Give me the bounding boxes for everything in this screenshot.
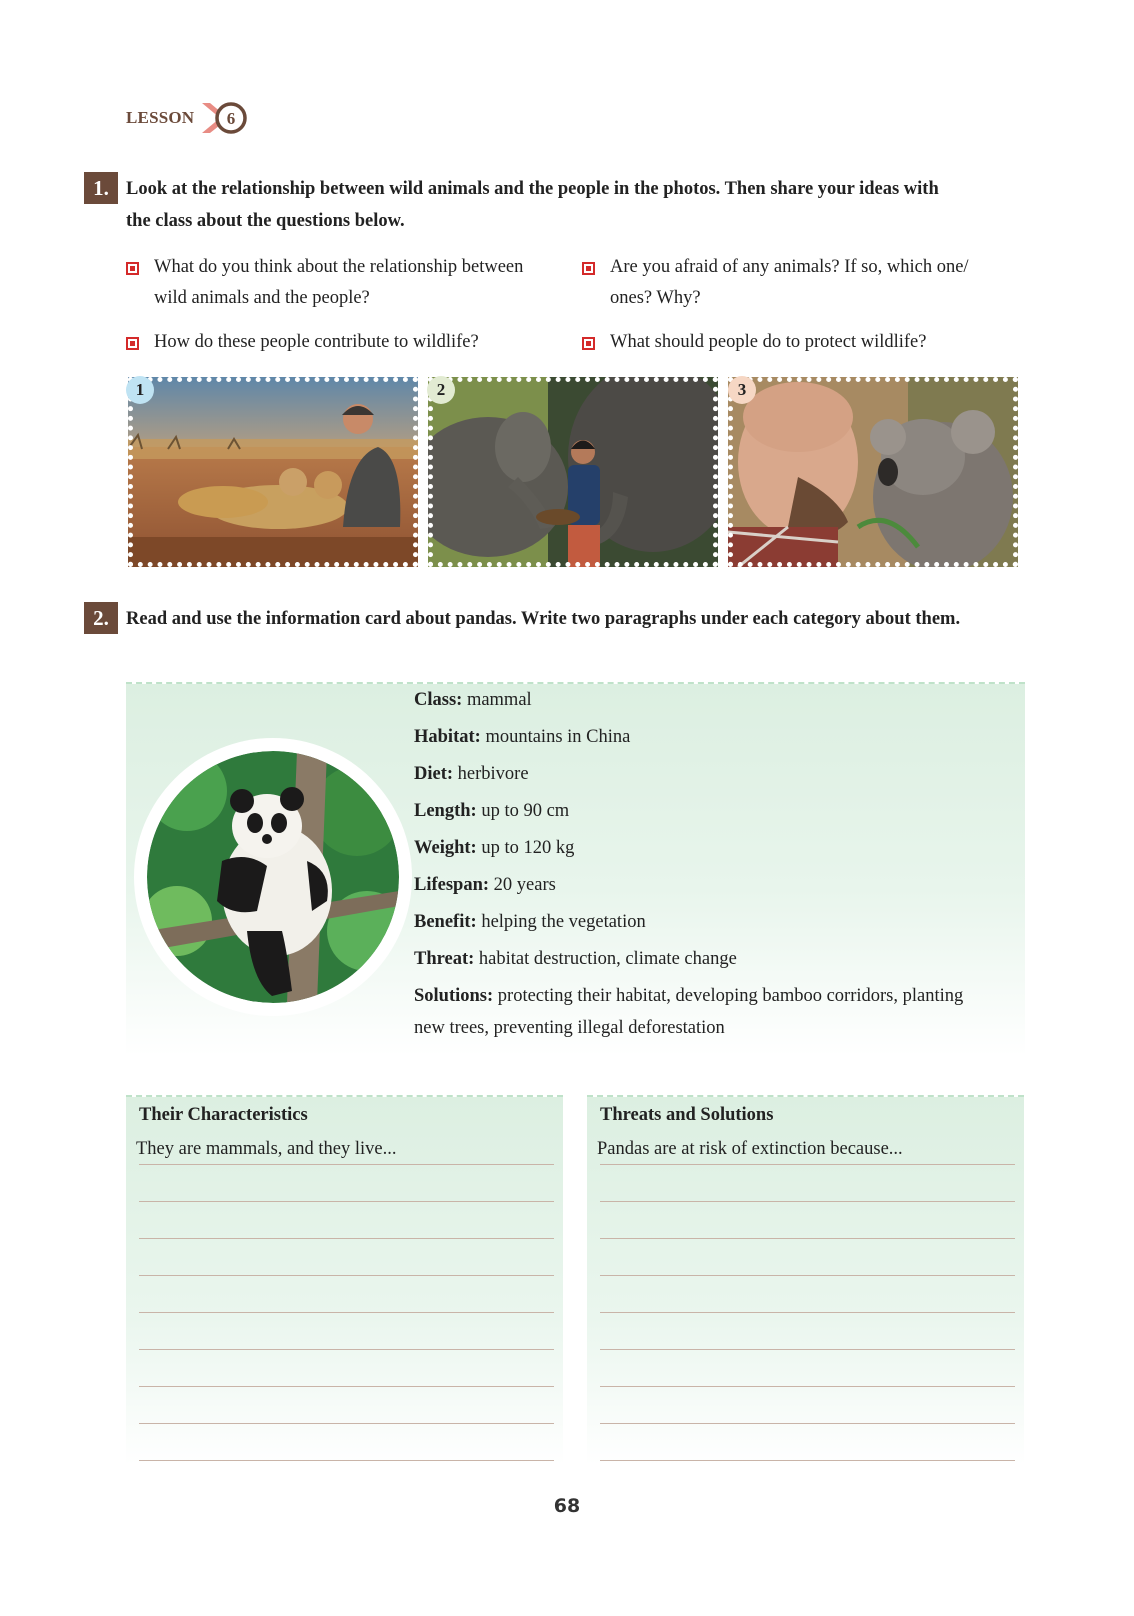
writing-line[interactable] bbox=[139, 1460, 554, 1461]
fact-solutions: Solutions: protecting their habitat, developing bamboo corridors, planting bbox=[414, 986, 964, 1006]
question-1-line2: wild animals and the people? bbox=[154, 288, 370, 308]
bullet-icon bbox=[582, 262, 595, 275]
photo-frame bbox=[128, 377, 418, 567]
photo-2-number: 2 bbox=[427, 376, 455, 404]
lesson-number-badge bbox=[200, 99, 252, 137]
photo-frame bbox=[728, 377, 1018, 567]
threats-solutions-starter: Pandas are at risk of extinction because... bbox=[597, 1139, 903, 1159]
exercise-1-instruction-line2: the class about the questions below. bbox=[126, 211, 405, 231]
writing-line[interactable] bbox=[600, 1238, 1015, 1239]
fact-solutions-continued: new trees, preventing illegal deforestation bbox=[414, 1018, 725, 1038]
exercise-1-instruction-line1: Look at the relationship between wild animals and the people in the photos. Then share your ideas with bbox=[126, 179, 939, 199]
question-2-line2: ones? Why? bbox=[610, 288, 701, 308]
page-number: 68 bbox=[553, 1495, 581, 1517]
writing-line[interactable] bbox=[139, 1238, 554, 1239]
threats-solutions-box bbox=[587, 1095, 1024, 1465]
writing-line[interactable] bbox=[600, 1201, 1015, 1202]
photo-3 bbox=[728, 377, 1018, 567]
bullet-icon bbox=[126, 262, 139, 275]
panda-photo-frame bbox=[134, 738, 412, 1016]
exercise-1-number: 1. bbox=[84, 172, 118, 204]
question-3-line1: How do these people contribute to wildlife? bbox=[154, 332, 479, 352]
exercise-2-instruction: Read and use the information card about pandas. Write two paragraphs under each category about them. bbox=[126, 609, 961, 629]
writing-line[interactable] bbox=[139, 1201, 554, 1202]
bullet-icon bbox=[126, 337, 139, 350]
threats-solutions-title: Threats and Solutions bbox=[600, 1105, 774, 1125]
fact-weight: Weight: up to 120 kg bbox=[414, 838, 575, 858]
writing-line[interactable] bbox=[600, 1349, 1015, 1350]
panda-facts-list bbox=[414, 682, 1024, 1044]
fact-class: Class: mammal bbox=[414, 690, 532, 710]
question-2-line1: Are you afraid of any animals? If so, which one/ bbox=[610, 257, 969, 277]
question-1-line1: What do you think about the relationship between bbox=[154, 257, 524, 277]
fact-benefit: Benefit: helping the vegetation bbox=[414, 912, 646, 932]
fact-threat: Threat: habitat destruction, climate change bbox=[414, 949, 737, 969]
exercise-2-number: 2. bbox=[84, 602, 118, 634]
writing-line[interactable] bbox=[139, 1312, 554, 1313]
fact-habitat: Habitat: mountains in China bbox=[414, 727, 631, 747]
writing-line[interactable] bbox=[600, 1312, 1015, 1313]
writing-line[interactable] bbox=[139, 1164, 554, 1165]
writing-line[interactable] bbox=[600, 1386, 1015, 1387]
writing-line[interactable] bbox=[600, 1460, 1015, 1461]
lesson-number: 6 bbox=[226, 109, 236, 128]
lesson-label: LESSON bbox=[126, 108, 195, 127]
panda-in-tree-photo bbox=[147, 751, 399, 1003]
photo-2 bbox=[428, 377, 718, 567]
bullet-icon bbox=[582, 337, 595, 350]
writing-line[interactable] bbox=[139, 1349, 554, 1350]
characteristics-box bbox=[126, 1095, 563, 1465]
characteristics-title: Their Characteristics bbox=[139, 1105, 308, 1125]
writing-line[interactable] bbox=[600, 1275, 1015, 1276]
writing-line[interactable] bbox=[139, 1423, 554, 1424]
writing-line[interactable] bbox=[600, 1423, 1015, 1424]
photo-1-number: 1 bbox=[126, 376, 154, 404]
photo-1 bbox=[128, 377, 418, 567]
writing-line[interactable] bbox=[139, 1275, 554, 1276]
photo-3-number: 3 bbox=[728, 376, 756, 404]
question-4-line1: What should people do to protect wildlife? bbox=[610, 332, 927, 352]
characteristics-starter: They are mammals, and they live... bbox=[136, 1139, 397, 1159]
writing-line[interactable] bbox=[139, 1386, 554, 1387]
writing-line[interactable] bbox=[600, 1164, 1015, 1165]
fact-length: Length: up to 90 cm bbox=[414, 801, 570, 821]
fact-lifespan: Lifespan: 20 years bbox=[414, 875, 556, 895]
photo-frame bbox=[428, 377, 718, 567]
fact-diet: Diet: herbivore bbox=[414, 764, 529, 784]
